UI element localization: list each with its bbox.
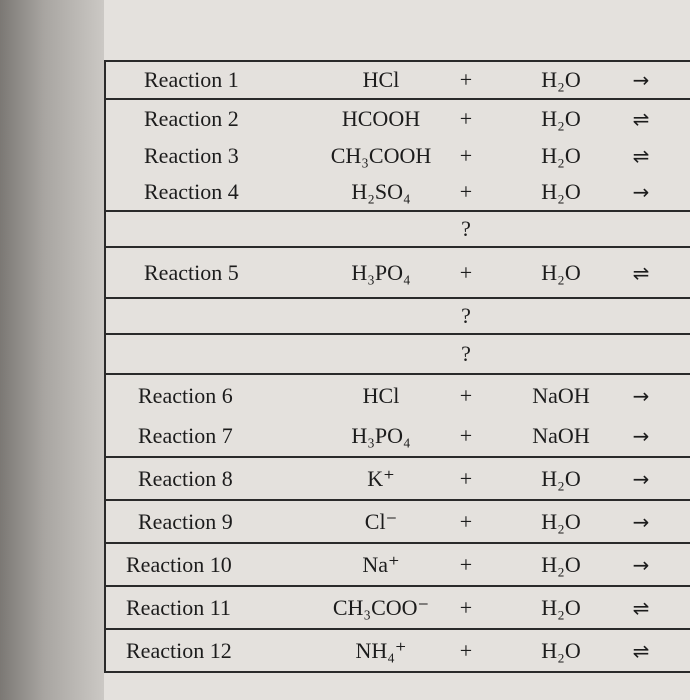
table-row (106, 212, 690, 248)
plus-sign: + (459, 551, 473, 577)
table-row (106, 299, 690, 335)
table-row (106, 137, 690, 174)
unknown-product: ? (461, 303, 471, 328)
reactant-2: H₂O (541, 465, 581, 491)
reactant-1: H₂SO₄ (351, 179, 411, 204)
reactant-1: Na⁺ (362, 551, 400, 577)
plus-sign: + (459, 465, 473, 491)
reactant-1: H₃PO₄ (351, 259, 411, 285)
reactant-2: H₂O (541, 259, 581, 285)
reactant-2: H₂O (541, 67, 581, 92)
reaction-label: Reaction 6 (138, 382, 233, 408)
reactant-2: NaOH (532, 423, 590, 448)
table-row (106, 544, 690, 587)
unknown-product: ? (461, 341, 471, 366)
reaction-arrow: → (632, 180, 650, 204)
reaction-label: Reaction 9 (138, 508, 233, 534)
reactant-2: H₂O (541, 142, 581, 168)
reactant-1: HCl (362, 382, 400, 408)
reaction-arrow: → (632, 466, 650, 491)
reaction-label: Reaction 8 (138, 465, 233, 491)
plus-sign: + (459, 179, 473, 204)
reactant-1: HCl (362, 67, 400, 92)
reaction-label: Reaction 3 (144, 142, 239, 168)
table-row (106, 630, 690, 673)
reaction-arrow: ⇌ (632, 143, 650, 168)
reaction-label: Reaction 5 (144, 259, 239, 285)
table-row (106, 458, 690, 501)
reactant-1: CH₃COO⁻ (332, 594, 430, 620)
table-row (106, 501, 690, 544)
reaction-arrow: ⇌ (632, 106, 650, 131)
reactant-1: K⁺ (367, 465, 395, 491)
reaction-label: Reaction 4 (144, 179, 239, 204)
reactant-2: H₂O (541, 594, 581, 620)
reactant-1: NH₄⁺ (355, 637, 407, 663)
reactant-1: CH₃COOH (330, 142, 432, 168)
reaction-arrow: → (632, 552, 650, 577)
reactant-2: NaOH (532, 382, 590, 408)
reaction-label: Reaction 10 (126, 551, 232, 577)
reaction-arrow: ⇌ (632, 595, 650, 620)
table-row (106, 174, 690, 212)
reaction-label: Reaction 11 (126, 594, 231, 620)
reaction-arrow: → (632, 68, 650, 92)
reaction-table (104, 60, 690, 673)
table-row (106, 416, 690, 458)
plus-sign: + (459, 594, 473, 620)
reaction-label: Reaction 12 (126, 637, 232, 663)
reactant-2: H₂O (541, 105, 581, 131)
reaction-label: Reaction 1 (144, 67, 239, 92)
plus-sign: + (459, 637, 473, 663)
reactant-1: Cl⁻ (364, 508, 398, 534)
table-row (106, 100, 690, 137)
table-row (106, 248, 690, 299)
table-row (106, 62, 690, 100)
photo-shadow (0, 0, 110, 700)
reaction-arrow: → (632, 509, 650, 534)
reaction-arrow: ⇌ (632, 260, 650, 285)
table-row (106, 587, 690, 630)
unknown-product: ? (461, 216, 471, 241)
plus-sign: + (459, 142, 473, 168)
reactant-2: H₂O (541, 551, 581, 577)
reaction-label: Reaction 2 (144, 105, 239, 131)
table-row (106, 375, 690, 416)
reaction-label: Reaction 7 (138, 423, 233, 448)
reactant-2: H₂O (541, 637, 581, 663)
plus-sign: + (459, 508, 473, 534)
table-row (106, 335, 690, 375)
reaction-arrow: → (632, 424, 650, 448)
reactant-1: H₃PO₄ (351, 423, 411, 448)
reaction-arrow: → (632, 383, 650, 408)
plus-sign: + (459, 382, 473, 408)
reaction-arrow: ⇌ (632, 638, 650, 663)
reactant-1: HCOOH (341, 105, 421, 131)
plus-sign: + (459, 423, 473, 448)
reactant-2: H₂O (541, 179, 581, 204)
plus-sign: + (459, 67, 473, 92)
reactant-2: H₂O (541, 508, 581, 534)
plus-sign: + (459, 259, 473, 285)
plus-sign: + (459, 105, 473, 131)
